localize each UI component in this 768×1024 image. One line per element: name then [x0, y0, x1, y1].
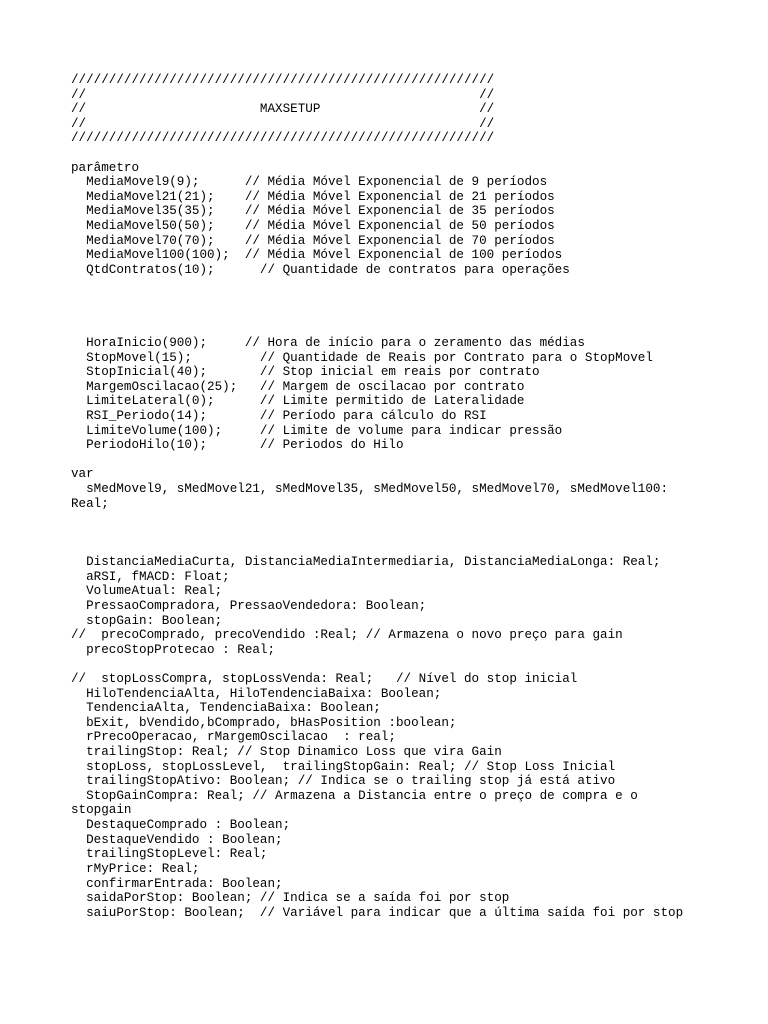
code-line	[71, 657, 683, 672]
code-line: stopgain	[71, 803, 132, 818]
code-line: bExit, bVendido,bComprado, bHasPosition :boolean;	[71, 715, 457, 730]
code-line: QtdContratos(10); // Quantidade de contratos para operações	[71, 262, 570, 277]
code-line: VolumeAtual: Real;	[71, 584, 223, 599]
code-line: RSI_Periodo(14); // Período para cálculo do RSI	[71, 409, 487, 424]
code-line: ////////////////////////////////////////////////////////	[71, 131, 495, 146]
code-line: Real;	[71, 496, 109, 511]
code-line: StopInicial(40); // Stop inicial em reais por contrato	[71, 365, 540, 380]
code-line: trailingStopAtivo: Boolean; // Indica se o trailing stop já está ativo	[71, 774, 616, 789]
code-line: TendenciaAlta, TendenciaBaixa: Boolean;	[71, 701, 381, 716]
code-line: StopGainCompra: Real; // Armazena a Distancia entre o preço de compra e o	[71, 788, 638, 803]
code-line: var	[71, 467, 94, 482]
code-line: // precoComprado, precoVendido :Real; // Armazena o novo preço para gain	[71, 628, 623, 643]
code-line: MediaMovel100(100); // Média Móvel Exponencial de 100 períodos	[71, 248, 563, 263]
code-line: DestaqueComprado : Boolean;	[71, 818, 291, 833]
code-line: PressaoCompradora, PressaoVendedora: Boolean;	[71, 598, 427, 613]
code-line: // //	[71, 116, 495, 131]
code-line: // stopLossCompra, stopLossVenda: Real; // Nível do stop inicial	[71, 671, 578, 686]
code-line: aRSI, fMACD: Float;	[71, 569, 230, 584]
code-line: trailingStop: Real; // Stop Dinamico Loss que vira Gain	[71, 745, 502, 760]
code-line	[71, 278, 683, 293]
code-line: HoraInicio(900); // Hora de início para o zeramento das médias	[71, 335, 585, 350]
code-line: LimiteVolume(100); // Limite de volume para indicar pressão	[71, 423, 563, 438]
code-line: saidaPorStop: Boolean; // Indica se a saída foi por stop	[71, 891, 510, 906]
code-line: DestaqueVendido : Boolean;	[71, 832, 283, 847]
code-line: parâmetro	[71, 160, 140, 175]
code-line	[71, 511, 683, 526]
code-line: MargemOscilacao(25); // Margem de oscilacao por contrato	[71, 379, 525, 394]
code-line: StopMovel(15); // Quantidade de Reais por Contrato para o StopMovel	[71, 350, 653, 365]
code-line: MediaMovel70(70); // Média Móvel Exponencial de 70 períodos	[71, 233, 555, 248]
code-line	[71, 453, 683, 468]
code-line	[71, 321, 683, 336]
code-line: MediaMovel9(9); // Média Móvel Exponencial de 9 períodos	[71, 175, 548, 190]
code-line: stopGain: Boolean;	[71, 613, 223, 628]
code-line	[71, 526, 683, 541]
code-line: sMedMovel9, sMedMovel21, sMedMovel35, sMedMovel50, sMedMovel70, sMedMovel100:	[71, 482, 669, 497]
code-line: MediaMovel35(35); // Média Móvel Exponencial de 35 períodos	[71, 204, 555, 219]
code-line	[71, 541, 683, 556]
code-line	[71, 146, 683, 161]
code-line: ////////////////////////////////////////////////////////	[71, 73, 495, 87]
code-line: saiuPorStop: Boolean; // Variável para indicar que a última saída foi por stop	[71, 905, 684, 920]
code-line: MediaMovel50(50); // Média Móvel Exponencial de 50 períodos	[71, 219, 555, 234]
code-line	[71, 292, 683, 307]
code-line: LimiteLateral(0); // Limite permitido de Lateralidade	[71, 394, 525, 409]
code-listing	[71, 73, 683, 920]
code-line	[71, 307, 683, 322]
code-line: PeriodoHilo(10); // Periodos do Hilo	[71, 438, 404, 453]
code-line: // //	[71, 87, 495, 102]
code-line: stopLoss, stopLossLevel, trailingStopGain: Real; // Stop Loss Inicial	[71, 759, 616, 774]
code-line: precoStopProtecao : Real;	[71, 642, 276, 657]
code-line: rMyPrice: Real;	[71, 861, 200, 876]
code-line: rPrecoOperacao, rMargemOscilacao : real;	[71, 730, 396, 745]
code-line: DistanciaMediaCurta, DistanciaMediaIntermediaria, DistanciaMediaLonga: Real;	[71, 555, 661, 570]
code-line: trailingStopLevel: Real;	[71, 847, 268, 862]
code-line: MediaMovel21(21); // Média Móvel Exponencial de 21 períodos	[71, 189, 555, 204]
code-line: confirmarEntrada: Boolean;	[71, 876, 283, 891]
code-line: // MAXSETUP //	[71, 102, 495, 117]
code-line: HiloTendenciaAlta, HiloTendenciaBaixa: Boolean;	[71, 686, 442, 701]
